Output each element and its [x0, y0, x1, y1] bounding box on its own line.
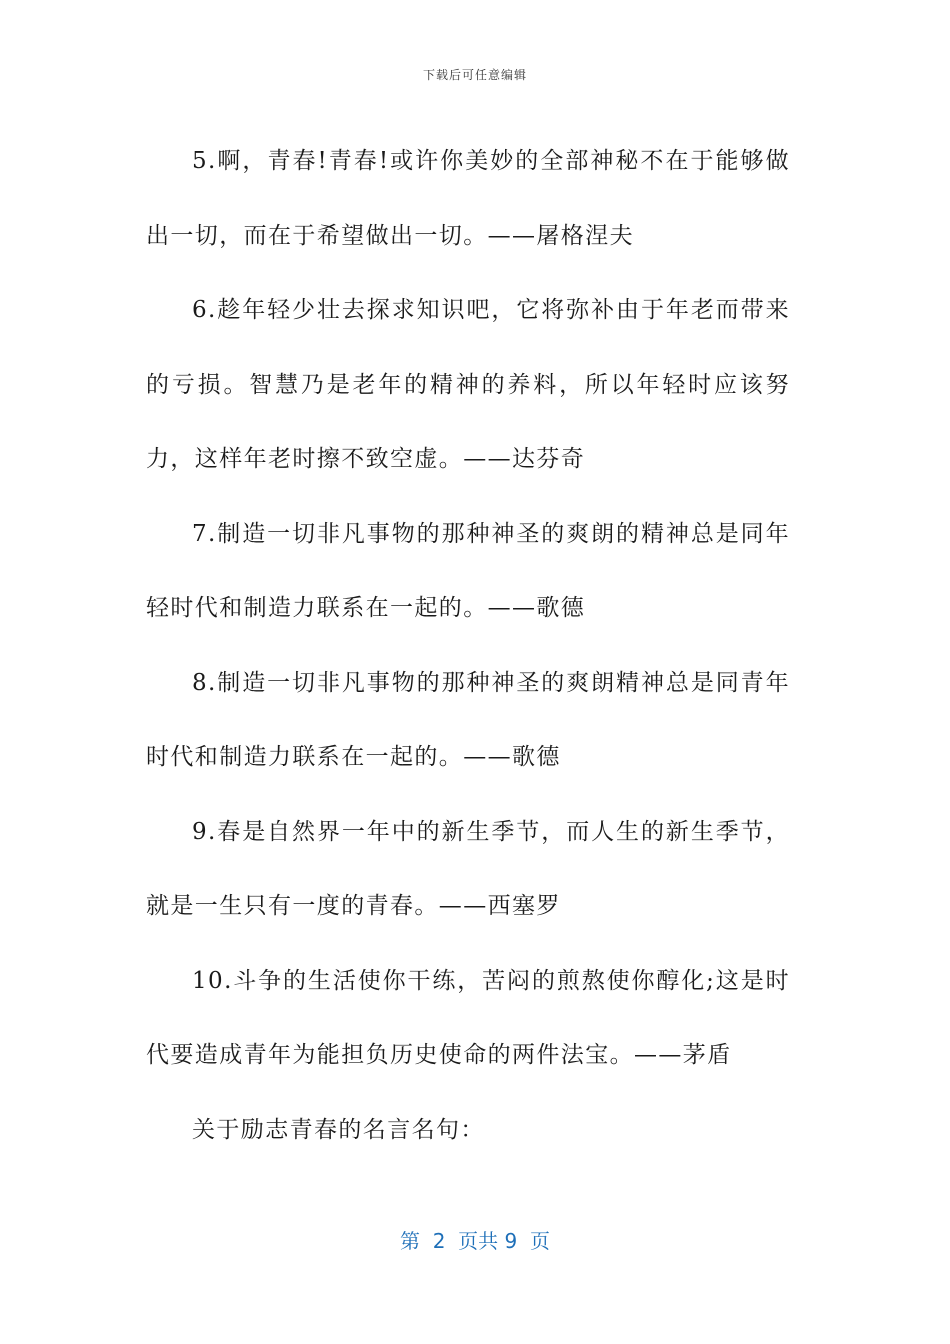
- quote-paragraph-5: 5.啊，青春!青春!或许你美妙的全部神秘不在于能够做出一切，而在于希望做出一切。——屠格涅夫: [146, 148, 790, 249]
- section-heading: 关于励志青春的名言名句：: [192, 1116, 485, 1143]
- header-note: 下载后可任意编辑: [422, 68, 527, 82]
- quote-paragraph-7: 7.制造一切非凡事物的那种神圣的爽朗的精神总是同年轻时代和制造力联系在一起的。——歌德: [146, 520, 790, 621]
- quote-paragraph-8: 8.制造一切非凡事物的那种神圣的爽朗精神总是同青年时代和制造力联系在一起的。——歌德: [146, 669, 790, 770]
- page-number-footer: [0, 1225, 950, 1254]
- document-body: [146, 124, 790, 1167]
- page-number-label: 第 2 页共 9 页: [400, 1229, 550, 1253]
- quote-paragraph-10: 10.斗争的生活使你干练，苦闷的煎熬使你醇化;这是时代要造成青年为能担负历史使命的两件法宝。——茅盾: [146, 967, 790, 1068]
- quote-paragraph-6: 6.趁年轻少壮去探求知识吧，它将弥补由于年老而带来的亏损。智慧乃是老年的精神的养料，所以年轻时应该努力，这样年老时擦不致空虚。——达芬奇: [146, 297, 790, 472]
- quote-paragraph-9: 9.春是自然界一年中的新生季节，而人生的新生季节，就是一生只有一度的青春。——西塞罗: [146, 818, 790, 919]
